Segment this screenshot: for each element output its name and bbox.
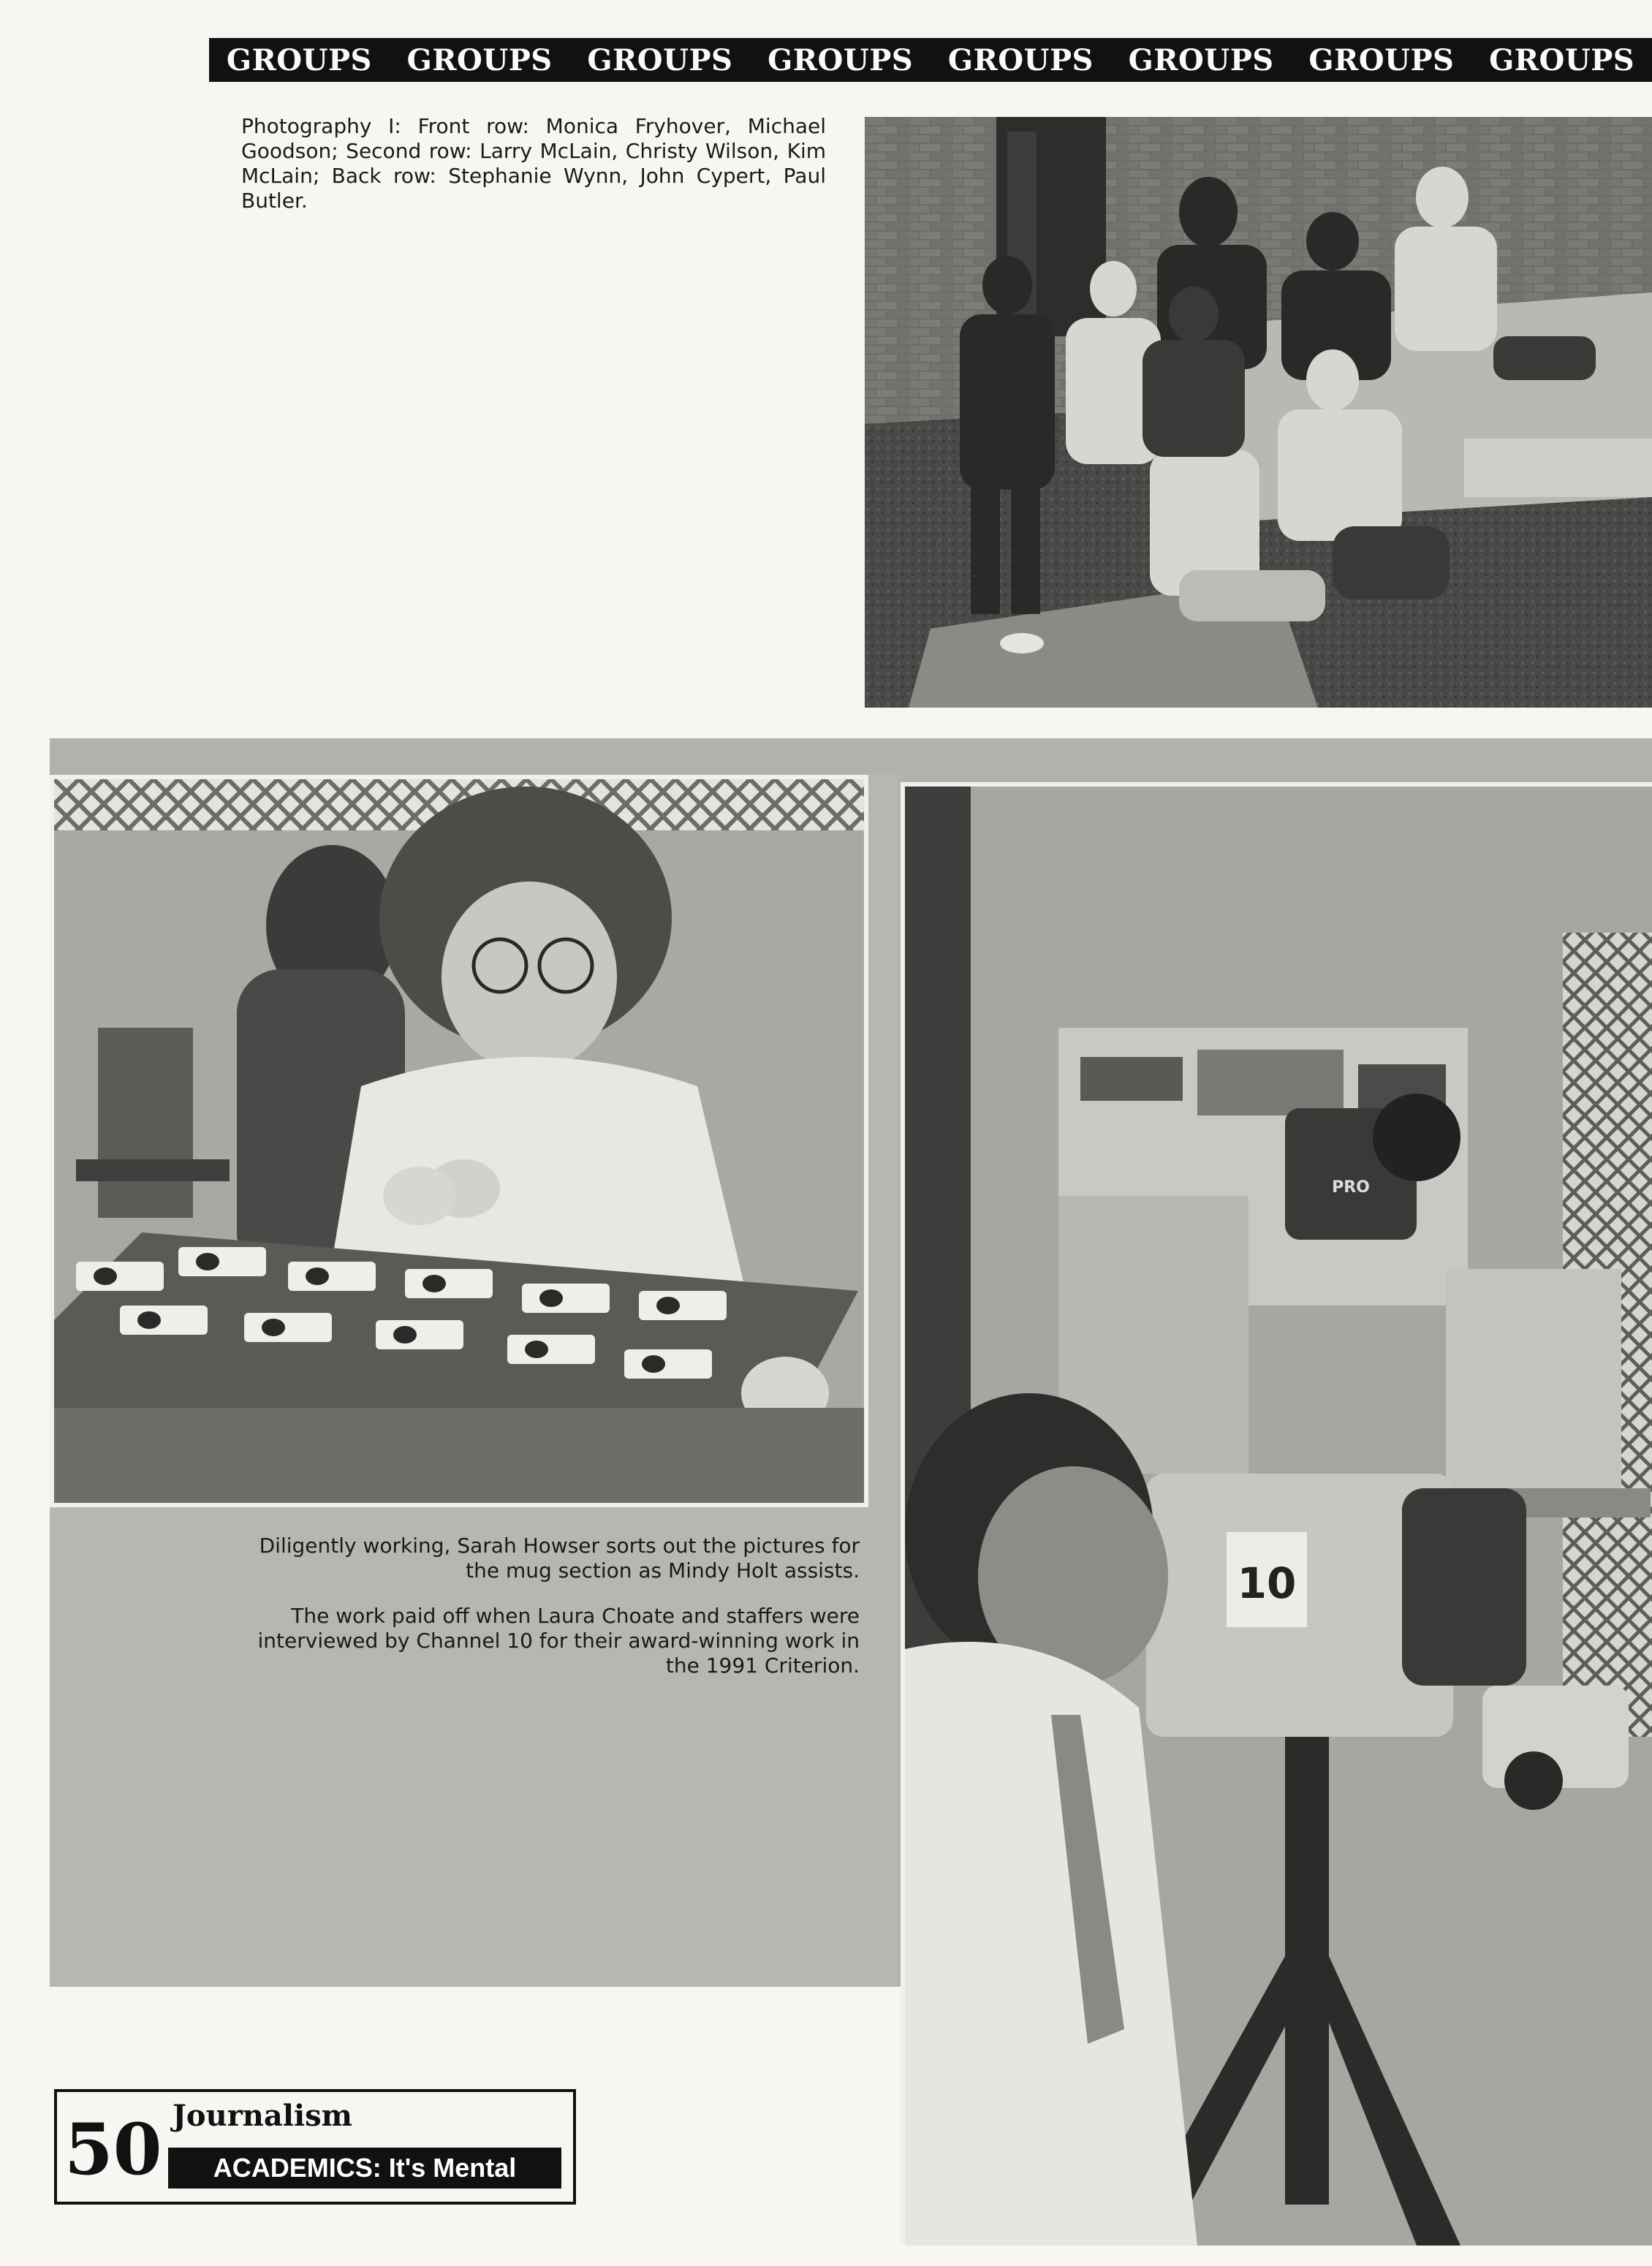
photo-captions <box>241 1534 860 1699</box>
section-title: Journalism <box>173 2099 352 2133</box>
groups-word: GROUPS <box>947 42 1094 77</box>
page-footer-tag <box>54 2089 576 2205</box>
sorting-photo <box>50 775 868 1507</box>
page-number: 50 <box>64 2108 162 2191</box>
groups-word: GROUPS <box>406 42 553 77</box>
sorting-caption: Diligently working, Sarah Howser sorts out the pictures for the mug section as Mindy Holt assists. <box>259 1534 860 1583</box>
camera-badge-text: 10 <box>1237 1558 1297 1608</box>
groups-word: GROUPS <box>587 42 733 77</box>
photography-group-photo <box>865 117 1652 708</box>
groups-word: GROUPS <box>1489 42 1635 77</box>
camera-brand-text: PRO <box>1332 1178 1370 1197</box>
photography-caption: Photography I: Front row: Monica Fryhover, Michael Goodson; Second row: Larry McLain, Christy Wilson, Kim McLain; Back row: Stephanie Wynn, John Cypert, Paul Butler. <box>241 114 826 213</box>
groups-word: GROUPS <box>226 42 372 77</box>
section-subtitle: ACADEMICS: It's Mental <box>168 2148 561 2189</box>
groups-word: GROUPS <box>1308 42 1455 77</box>
groups-header-band <box>209 38 1652 82</box>
groups-word: GROUPS <box>1128 42 1274 77</box>
channel-10-interview-photo <box>901 782 1652 2246</box>
groups-word: GROUPS <box>768 42 914 77</box>
interview-caption: The work paid off when Laura Choate and staffers were interviewed by Channel 10 for their award-winning work in the 1991 Criterion. <box>257 1604 860 1678</box>
